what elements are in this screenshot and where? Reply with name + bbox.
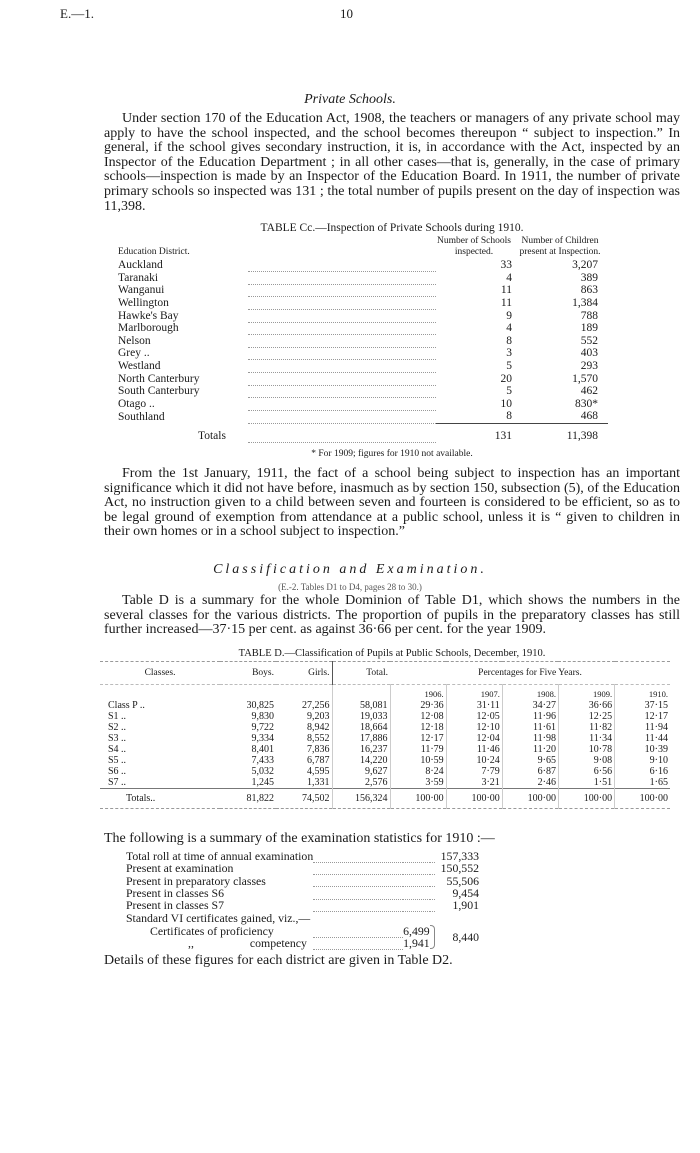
leader-dots: [313, 899, 434, 911]
total: 19,033: [332, 711, 390, 722]
pct-1910: 1·65: [615, 777, 670, 789]
district-name: Wanganui: [118, 284, 165, 297]
table-row: [100, 711, 670, 722]
children-count: 293: [580, 359, 598, 372]
pct-1906: 29·36: [390, 700, 446, 711]
year-header: 1909.: [558, 684, 614, 700]
section-heading: Classification and Examination.: [213, 561, 487, 577]
district-name: Westland: [118, 359, 161, 372]
summary-value: 1,901: [452, 898, 479, 913]
district-name: Wellington: [118, 296, 169, 309]
total: 2,576: [332, 777, 390, 789]
summary-value: 55,506: [446, 873, 479, 888]
leader-dots: [313, 887, 434, 899]
competency-cell: [126, 937, 313, 949]
section-heading: Private Schools.: [304, 92, 396, 107]
children-count: 1,570: [572, 372, 598, 385]
class-label: S6 ..: [108, 765, 127, 777]
totals-children: 11,398: [512, 423, 608, 442]
table-row: [100, 733, 670, 744]
pct-1906: 3·59: [390, 777, 446, 789]
boys: 9,334: [251, 732, 274, 744]
boys: 5,032: [251, 765, 274, 777]
pct-1909: 1·51: [558, 777, 614, 789]
total: 9,627: [332, 766, 390, 777]
pct-1906: 8·24: [390, 766, 446, 777]
pct-1909: 36·66: [558, 700, 614, 711]
table-row: [118, 310, 608, 323]
pct-1910: 9·10: [615, 755, 670, 766]
schools-count: 11: [500, 284, 512, 297]
pct-1909: 12·25: [558, 711, 614, 722]
table-row: [118, 322, 608, 335]
district-name: Grey ..: [118, 347, 150, 360]
district-name: Hawke's Bay: [118, 309, 179, 322]
pct-1907: 7·79: [446, 766, 502, 777]
col-header: Classes.: [100, 661, 220, 684]
pct-1909: 6·56: [558, 766, 614, 777]
table-row: [118, 360, 608, 373]
leader-dots: [248, 310, 436, 323]
pct-1907: 3·21: [446, 777, 502, 789]
table-d-title: TABLE D.—Classification of Pupils at Public Schools, December, 1910.: [238, 647, 546, 659]
leader-dots: [248, 259, 436, 272]
table-row: [118, 385, 608, 398]
summary-value: 150,552: [440, 861, 479, 876]
pct-1909: 11·82: [558, 722, 614, 733]
summary-value: 9,454: [452, 885, 479, 900]
district-name: North Canterbury: [118, 372, 200, 385]
summary-row: [126, 937, 479, 949]
summary-intro: The following is a summary of the examination statistics for 1910 :—: [104, 830, 495, 846]
col-header: Boys.: [220, 661, 276, 684]
leader-dots: [313, 937, 403, 949]
schools-count: 8: [506, 334, 512, 347]
col-header: Percentages for Five Years.: [390, 661, 670, 684]
pct-1910: 37·15: [615, 700, 670, 711]
leader-dots: [248, 297, 436, 310]
table-row: [100, 777, 670, 789]
district-name: Southland: [118, 410, 165, 423]
pct-1907: 12·04: [446, 733, 502, 744]
table-header-row: [100, 661, 670, 684]
summary-row: [126, 899, 479, 911]
girls: 1,331: [307, 776, 330, 788]
pct-1908: 11·61: [502, 722, 558, 733]
report-ref: E.—1.: [60, 6, 94, 21]
leader-dots: [248, 423, 436, 442]
competency-value: 1,941: [403, 936, 430, 951]
table-row: [118, 410, 608, 423]
col-header: Number of Children present at Inspection.: [519, 236, 601, 257]
boys: 9,722: [251, 721, 274, 733]
table-cc-title: TABLE Cc.—Inspection of Private Schools during 1910.: [260, 222, 524, 235]
pct-1908: 34·27: [502, 700, 558, 711]
girls: 7,836: [307, 743, 330, 755]
table-row: [118, 347, 608, 360]
total: 18,664: [332, 722, 390, 733]
children-count: 389: [580, 271, 598, 284]
children-count: 552: [580, 334, 598, 347]
year-header: 1908.: [502, 684, 558, 700]
schools-count: 4: [506, 322, 512, 335]
pct-1909: 9·08: [558, 755, 614, 766]
summary-value: 157,333: [440, 848, 479, 863]
totals-row: [118, 423, 608, 442]
class-label: S5 ..: [108, 754, 127, 766]
district-name: Otago ..: [118, 397, 155, 410]
table-row: [118, 259, 608, 272]
leader-dots: [313, 875, 434, 887]
total: 14,220: [332, 755, 390, 766]
children-count: 3,207: [572, 259, 598, 272]
totals-schools: 131: [436, 423, 512, 442]
pct-1908: 11·20: [502, 744, 558, 755]
girls: 6,787: [307, 754, 330, 766]
pct-1907: 10·24: [446, 755, 502, 766]
pct-1908: 100·00: [502, 788, 558, 808]
pct-1908: 11·96: [502, 711, 558, 722]
table-row: [100, 744, 670, 755]
reference-note: (E.-2. Tables D1 to D4, pages 28 to 30.): [278, 581, 422, 592]
summary-cert-label: [126, 912, 479, 925]
schools-count: 3: [506, 347, 512, 360]
boys: 9,830: [251, 710, 274, 722]
table-cc: [118, 236, 608, 443]
table-row: [100, 766, 670, 777]
girls: 4,595: [307, 765, 330, 777]
children-count: 403: [580, 347, 598, 360]
summary-label: Present in preparatory classes: [126, 873, 266, 888]
leader-dots: [248, 398, 436, 411]
pct-1907: 12·10: [446, 722, 502, 733]
children-count: 863: [580, 284, 598, 297]
year-header: 1910.: [615, 684, 670, 700]
table-row: [118, 373, 608, 386]
pct-1906: 12·17: [390, 733, 446, 744]
leader-dots: [248, 284, 436, 297]
year-header: 1907.: [446, 684, 502, 700]
page-number: 10: [340, 6, 353, 21]
schools-count: 8: [506, 410, 512, 423]
cert-label: Standard VI certificates gained, viz.,—: [126, 911, 311, 926]
summary-label: Present in classes S6: [126, 885, 224, 900]
summary-row: [126, 862, 479, 874]
schools-count: 11: [500, 296, 512, 309]
schools-count: 9: [506, 309, 512, 322]
summary-list: [126, 850, 479, 950]
class-label: Totals..: [100, 788, 220, 808]
cert-total-value: 8,440: [452, 929, 479, 944]
totals-row: [100, 788, 670, 808]
schools-count: 10: [500, 397, 512, 410]
pct-1906: 100·00: [390, 788, 446, 808]
pct-1907: 12·05: [446, 711, 502, 722]
boys: 30,825: [246, 699, 274, 711]
table-row: [118, 272, 608, 285]
leader-dots: [248, 322, 436, 335]
district-name: Taranaki: [118, 271, 159, 284]
table-row: [118, 335, 608, 348]
leader-dots: [248, 360, 436, 373]
schools-count: 5: [506, 385, 512, 398]
class-label: S1 ..: [108, 710, 127, 722]
class-label: S4 ..: [108, 743, 127, 755]
table-row: [100, 722, 670, 733]
boys: 81,822: [220, 788, 276, 808]
pct-1907: 11·46: [446, 744, 502, 755]
paragraph: Table D is a summary for the whole Dominion of Table D1, which shows the numbers in the several classes for the various districts. The proportion of pupils in the preparatory classes has still further increased—37·15 per cent. as against 36·66 per cent. for the year 1909.: [104, 592, 680, 638]
children-count: 830*: [575, 397, 598, 410]
summary-label: Present in classes S7: [126, 898, 224, 913]
col-header: Girls.: [276, 661, 332, 684]
pct-1906: 12·08: [390, 711, 446, 722]
pct-1910: 100·00: [615, 788, 670, 808]
pct-1906: 12·18: [390, 722, 446, 733]
girls: 8,552: [307, 732, 330, 744]
boys: 1,245: [251, 776, 274, 788]
children-count: 1,384: [572, 296, 598, 309]
class-label: Class P ..: [108, 699, 145, 711]
summary-label: Total roll at time of annual examination: [126, 848, 314, 863]
table-row: [118, 284, 608, 297]
years-row: [100, 684, 670, 700]
pct-1910: 10·39: [615, 744, 670, 755]
children-count: 462: [580, 385, 598, 398]
paragraph: Under section 170 of the Education Act, 1908, the teachers or managers of any private school may apply to have the school inspected, and the school becomes thereupon “ subject to inspection.” In general, if the school gives secondary instruction, it is, in accordance with the Act, inspected by an Inspector of the Education Department ; in all other cases—that is, generally, in the case of primary schools—inspection is made by an Inspector of the Education Board. In 1911, the number of private primary schools so inspected was 131 ; the total number of pupils present on the day of inspection was 11,398.: [104, 111, 680, 214]
footnote: * For 1909; figures for 1910 not available.: [311, 448, 473, 459]
pct-1910: 12·17: [615, 711, 670, 722]
table-row: [100, 755, 670, 766]
col-header: Education District.: [118, 246, 190, 257]
proficiency-value: 6,499: [403, 923, 430, 938]
table-row: [118, 297, 608, 310]
pct-1908: 6·87: [502, 766, 558, 777]
total: 16,237: [332, 744, 390, 755]
schools-count: 4: [506, 271, 512, 284]
class-label: S3 ..: [108, 732, 127, 744]
table-header-row: [118, 236, 608, 259]
district-name: Marlborough: [118, 322, 179, 335]
pct-1907: 100·00: [446, 788, 502, 808]
ditto-mark: ,,: [188, 936, 194, 951]
total: 17,886: [332, 733, 390, 744]
girls: 9,203: [307, 710, 330, 722]
boys: 7,433: [251, 754, 274, 766]
leader-dots: [248, 347, 436, 360]
leader-dots: [248, 385, 436, 398]
pct-1908: 11·98: [502, 733, 558, 744]
schools-count: 33: [500, 259, 512, 272]
paragraph: From the 1st January, 1911, the fact of a school being subject to inspection has an important significance which it did not have before, inasmuch as by section 150, subsection (5), of the Education Act, no instruction given to a child between seven and fourteen is considered to be efficient, so as to be legal ground of exemption from attendance at a public school, unless it is “ given to children in their own homes or in a school subject to inspection.”: [104, 465, 680, 540]
pct-1908: 9·65: [502, 755, 558, 766]
pct-1909: 10·78: [558, 744, 614, 755]
children-count: 468: [580, 410, 598, 423]
district-name: Auckland: [118, 259, 163, 272]
competency-label: competency: [249, 936, 307, 951]
pct-1909: 11·34: [558, 733, 614, 744]
girls: 8,942: [307, 721, 330, 733]
pct-1906: 10·59: [390, 755, 446, 766]
class-label: S2 ..: [108, 721, 127, 733]
leader-dots: [248, 410, 436, 423]
table-row: [100, 700, 670, 711]
district-name: South Canterbury: [118, 385, 200, 398]
girls: 74,502: [276, 788, 332, 808]
pct-1910: 11·94: [615, 722, 670, 733]
leader-dots: [313, 850, 434, 862]
leader-dots: [313, 925, 403, 937]
pct-1907: 31·11: [446, 700, 502, 711]
pct-1906: 11·79: [390, 744, 446, 755]
children-count: 788: [580, 309, 598, 322]
table-d: [100, 661, 670, 809]
schools-count: 5: [506, 359, 512, 372]
year-header: 1906.: [390, 684, 446, 700]
totals-label: Totals: [198, 429, 226, 442]
pct-1909: 100·00: [558, 788, 614, 808]
summary-label: Present at examination: [126, 861, 234, 876]
girls: 27,256: [302, 699, 330, 711]
leader-dots: [248, 335, 436, 348]
pct-1910: 6·16: [615, 766, 670, 777]
table-row: [118, 398, 608, 411]
pct-1910: 11·44: [615, 733, 670, 744]
children-count: 189: [580, 322, 598, 335]
col-header: Number of Schools inspected.: [437, 236, 511, 257]
total: 156,324: [332, 788, 390, 808]
district-name: Nelson: [118, 334, 151, 347]
col-header: Total.: [332, 661, 390, 684]
proficiency-label: Certificates of proficiency: [150, 923, 274, 938]
class-label: S7 ..: [108, 776, 127, 788]
schools-count: 20: [500, 372, 512, 385]
pct-1908: 2·46: [502, 777, 558, 789]
leader-dots: [248, 373, 436, 386]
leader-dots: [248, 272, 436, 285]
closing-paragraph: Details of these figures for each district are given in Table D2.: [104, 952, 453, 968]
boys: 8,401: [251, 743, 274, 755]
leader-dots: [313, 862, 434, 874]
running-header: [60, 6, 680, 26]
total: 58,081: [332, 700, 390, 711]
